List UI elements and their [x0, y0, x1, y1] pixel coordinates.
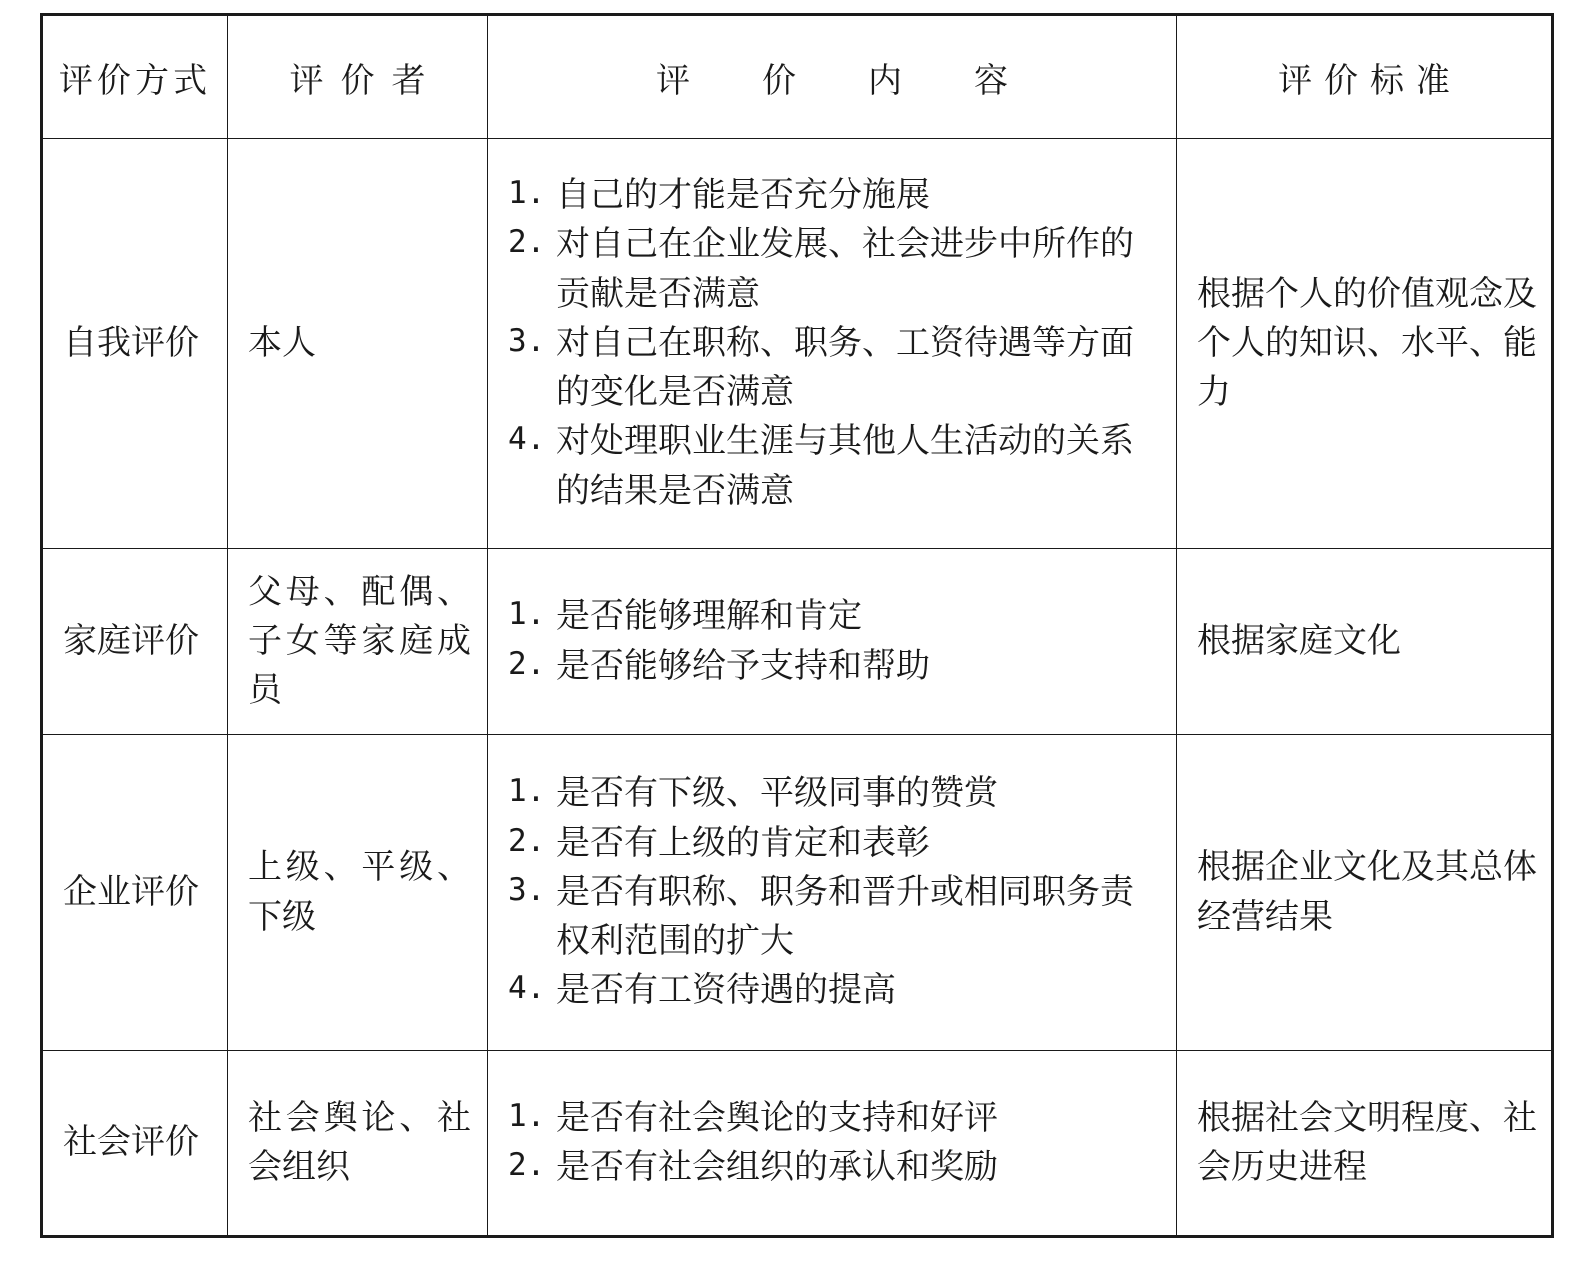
list-item — [508, 769, 1162, 818]
item-text: 对处理职业生涯与其他人生活动的关系的结果是否满意 — [556, 421, 1134, 511]
item-text: 对自己在企业发展、社会进步中所作的贡献是否满意 — [556, 224, 1134, 314]
evaluator-cell: 本人 — [228, 139, 488, 549]
list-item — [508, 220, 1162, 319]
item-text: 是否有工资待遇的提高 — [556, 970, 896, 1011]
item-number: 1. — [508, 773, 546, 810]
table-row — [42, 735, 1553, 1051]
standard-cell: 根据企业文化及其总体经营结果 — [1177, 735, 1553, 1051]
item-number: 4. — [508, 421, 546, 458]
item-number: 2. — [508, 645, 546, 682]
evaluation-table — [40, 13, 1554, 1238]
header-evaluator: 评价者 — [228, 15, 488, 139]
content-cell — [488, 549, 1177, 735]
evaluation-mode-cell: 家庭评价 — [42, 549, 228, 735]
item-text: 是否有上级的肯定和表彰 — [556, 822, 930, 863]
standard-cell: 根据个人的价值观念及个人的知识、水平、能力 — [1177, 139, 1553, 549]
list-item — [508, 819, 1162, 868]
item-number: 1. — [508, 596, 546, 633]
table-row — [42, 1051, 1553, 1237]
item-number: 2. — [508, 1147, 546, 1183]
item-text: 是否有职称、职务和晋升或相同职务责权利范围的扩大 — [556, 871, 1134, 962]
content-list — [488, 1094, 1176, 1193]
item-text: 自己的才能是否充分施展 — [556, 174, 930, 215]
evaluator-cell: 上级、平级、下级 — [228, 735, 488, 1051]
header-standard: 评价标准 — [1177, 15, 1553, 139]
list-item — [508, 1143, 1162, 1192]
item-number: 3. — [508, 871, 546, 908]
list-item — [508, 966, 1162, 1015]
content-list — [488, 769, 1176, 1015]
list-item — [508, 592, 1162, 641]
evaluation-mode-cell: 企业评价 — [42, 735, 228, 1051]
content-cell — [488, 139, 1177, 549]
item-number: 1. — [508, 174, 546, 211]
item-text: 是否有社会组织的承认和奖励 — [556, 1147, 998, 1187]
item-text: 对自己在职称、职务、工资待遇等方面的变化是否满意 — [556, 322, 1134, 413]
item-text: 是否能够理解和肯定 — [556, 596, 862, 637]
evaluation-mode-cell: 社会评价 — [42, 1051, 228, 1237]
item-text: 是否有社会舆论的支持和好评 — [556, 1097, 998, 1138]
content-cell — [488, 735, 1177, 1051]
item-number: 2. — [508, 822, 546, 859]
item-text: 是否有下级、平级同事的赞赏 — [556, 773, 998, 814]
item-number: 2. — [508, 224, 546, 261]
header-mode: 评价方式 — [42, 15, 228, 139]
evaluator-cell: 社会舆论、社会组织 — [228, 1051, 488, 1237]
list-item — [508, 868, 1162, 967]
list-item — [508, 417, 1162, 516]
list-item — [508, 319, 1162, 418]
evaluation-mode-cell: 自我评价 — [42, 139, 228, 549]
header-content: 评 价 内 容 — [488, 15, 1177, 139]
list-item — [508, 171, 1162, 220]
content-cell — [488, 1051, 1177, 1237]
list-item — [508, 1094, 1162, 1143]
list-item — [508, 642, 1162, 691]
table-row — [42, 549, 1553, 735]
evaluator-cell: 父母、配偶、子女等家庭成员 — [228, 549, 488, 735]
standard-cell: 根据社会文明程度、社会历史进程 — [1177, 1051, 1553, 1237]
item-number: 1. — [508, 1097, 546, 1134]
item-number: 4. — [508, 970, 546, 1007]
item-number: 3. — [508, 322, 546, 359]
standard-cell: 根据家庭文化 — [1177, 549, 1553, 735]
content-list — [488, 171, 1176, 516]
header-row — [42, 15, 1553, 139]
content-list — [488, 592, 1176, 691]
table-row — [42, 139, 1553, 549]
item-text: 是否能够给予支持和帮助 — [556, 645, 930, 686]
